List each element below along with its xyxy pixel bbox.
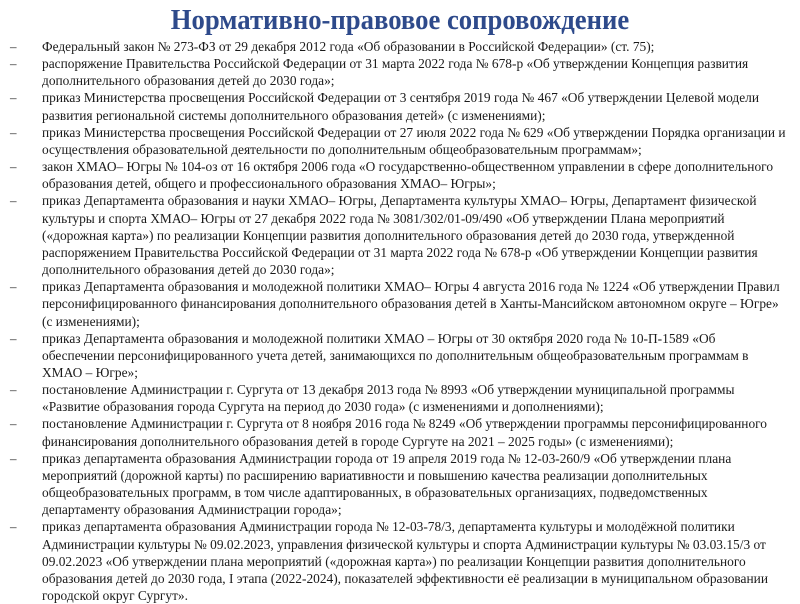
list-item-line: департаменту образования Администрации города»; [42,502,342,518]
list-item [0,330,800,381]
list-item-line: персонифицированного финансирования дополнительного образования детей в Ханты-Мансийском автономном округе – Югре» [42,296,779,312]
list-item [0,124,800,158]
list-item-line: культуры и спорта ХМАО– Югры от 27 декабря 2022 года № 3081/302/01-09/490 «Об утверждении Плана мероприятий [42,210,725,226]
list-item-line: (с изменениями); [42,313,140,329]
bullet-dash: – [10,193,17,209]
list-item-line: постановление Администрации г. Сургута от 8 ноября 2016 года № 8249 «Об утверждении программы персонифицированного [42,416,768,432]
bullet-dash: – [10,90,17,106]
list-item-line: ХМАО – Югре»; [42,364,138,380]
bullet-dash: – [10,159,17,175]
list-item-line: приказ Департамента образования и науки ХМАО– Югры, Департамента культуры ХМАО– Югры, Департамент физической [42,193,757,209]
list-item [0,158,800,192]
list-item-line: образования детей до 2030 года, I этапа (2022-2024), показателей эффективности её реализации в муниципальном образовании [42,570,768,586]
list-item-line: осуществления образовательной деятельности по дополнительным общеобразовательным программам»; [42,141,642,157]
list-item-line: приказ Департамента образования и молодежной политики ХМАО – Югры от 30 октября 2020 года № 10-П-1589 «Об [42,330,716,346]
list-item-line: дополнительного образования детей до 2030 года»; [42,262,335,278]
list-item-line: закон ХМАО– Югры № 104-оз от 16 октября 2006 года «О государственно-общественном управлении в сфере дополнительного [42,159,774,175]
list-item-line: общеобразовательных программ, в том числе адаптированных, в образовательных организациях, подведомственных [42,485,708,501]
bullet-dash: – [10,382,17,398]
bullet-dash: – [10,39,17,54]
list-item [0,55,800,89]
list-item-line: приказ Министерства просвещения Российской Федерации от 27 июля 2022 года № 629 «Об утверждении Порядка организации и [42,124,786,140]
bullet-dash: – [10,450,17,466]
list-item-line: развития региональной системы дополнительного образования детей» (с изменениями); [42,107,546,123]
page-title: Нормативно-правовое сопровождение [170,4,630,36]
list-item-line: «Развитие образования города Сургута на период до 2030 года» (с изменениями и дополнениями); [42,399,604,415]
list-item-line: («дорожная карта») по реализации Концепции развития дополнительного образования детей до 2030 года, утвержденной [42,227,735,243]
list-item-line: постановление Администрации г. Сургута от 13 декабря 2013 года № 8993 «Об утверждении муниципальной программы [42,382,735,398]
list-item [0,450,800,519]
list-item-line: 09.02.2023 «Об утверждении плана мероприятий («дорожная карта») по реализации Концепции развития дополнительного [42,553,746,569]
list-item [0,381,800,415]
bullet-dash: – [10,330,17,346]
list-item-line: мероприятий (дорожной карты) по расширению вариативности и повышению качества реализации дополнительных [42,467,708,483]
list-item [0,518,800,604]
list-item-line: приказ департамента образования Администрации города от 19 апреля 2019 года № 12-03-260/9 «Об утверждении плана [42,450,732,466]
bullet-dash: – [10,124,17,140]
bullet-dash: – [10,416,17,432]
list-item-line: городской округ Сургут». [42,588,188,603]
list-item-line: приказ департамента образования Администрации города № 12-03-78/3, департамента культуры и молодёжной политики [42,519,735,535]
list-item [0,415,800,449]
list-item-line: Федеральный закон № 273-ФЗ от 29 декабря 2012 года «Об образовании в Российской Федерации» (ст. 75); [42,39,655,54]
list-item-line: Администрации культуры № 09.02.2023, управления физической культуры и спорта Администрации культуры № 03.03.15/3 от [42,536,766,552]
list-item-line: распоряжение Правительства Российской Федерации от 31 марта 2022 года № 678-р «Об утверждении Концепция развития [42,56,749,72]
list-item [0,89,800,123]
bullet-dash: – [10,519,17,535]
bullet-dash: – [10,279,17,295]
list-item-line: приказ Министерства просвещения Российской Федерации от 3 сентября 2019 года № 467 «Об утверждении Целевой модели [42,90,759,106]
bullet-dash: – [10,56,17,72]
list-item-line: распоряжением Правительства Российской Федерации от 31 марта 2022 года № 678-р «Об утверждении Концепции развития [42,244,758,260]
regulations-list [0,38,800,604]
list-item-line: финансирования дополнительного образования детей в городе Сургуте на 2021 – 2025 годы» (с изменениями); [42,433,674,449]
list-item-line: дополнительного образования детей до 2030 года»; [42,73,335,89]
list-item [0,38,800,55]
list-item-line: образования детей, общего и профессионального образования ХМАО– Югры»; [42,176,496,192]
list-item-line: приказ Департамента образования и молодежной политики ХМАО– Югры 4 августа 2016 года № 1224 «Об утверждении Правил [42,279,780,295]
list-item [0,278,800,329]
list-item [0,192,800,278]
list-item-line: обеспечении персонифицированного учета детей, занимающихся по дополнительным общеобразовательным программам в [42,347,749,363]
